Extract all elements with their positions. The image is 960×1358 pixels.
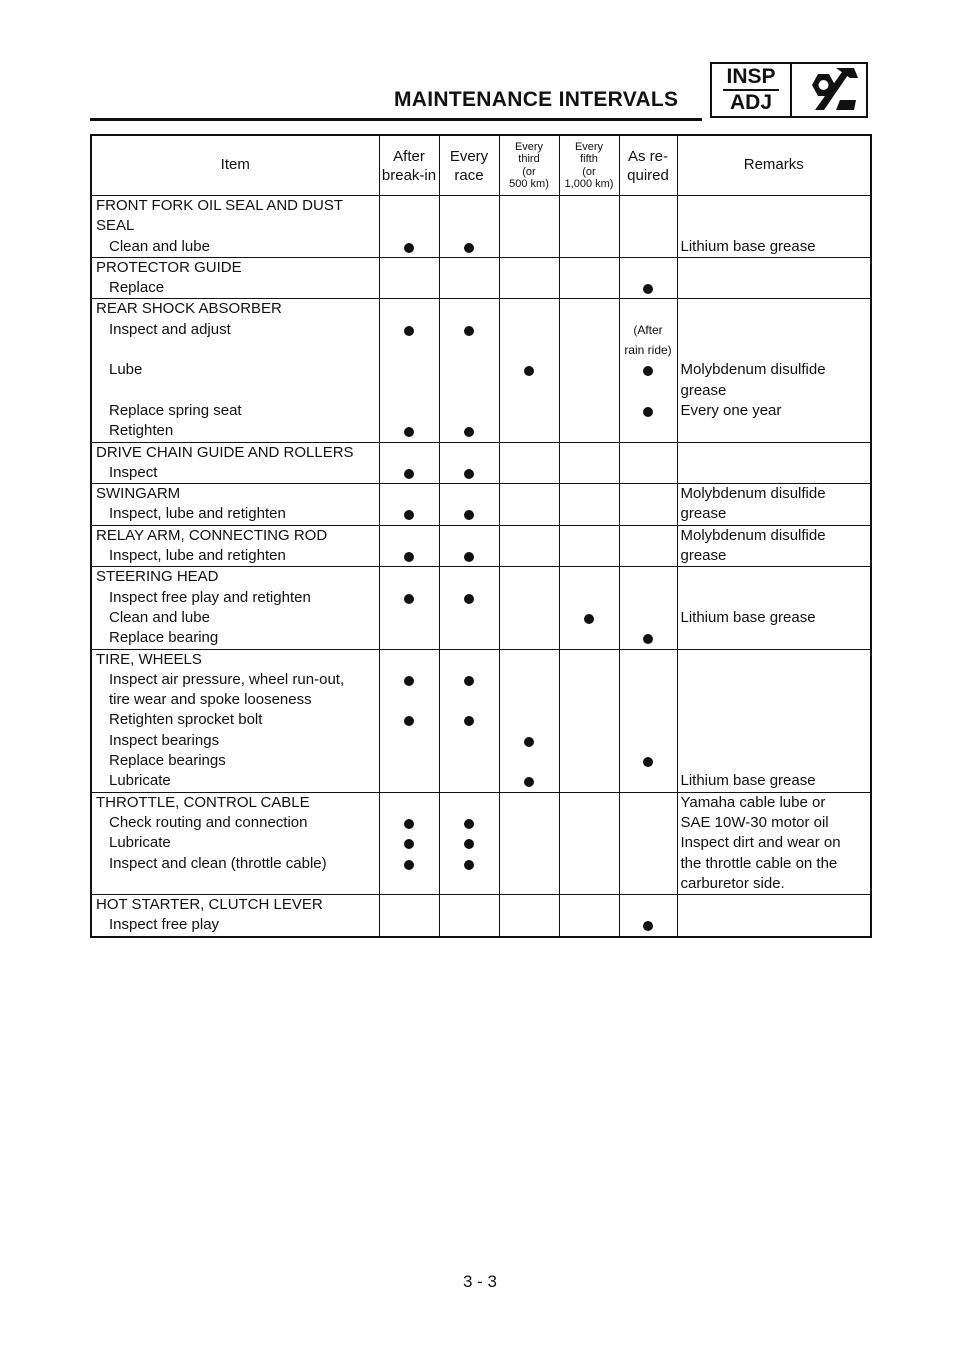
bullet-mark-icon bbox=[404, 469, 414, 479]
interval-cell bbox=[619, 567, 677, 649]
header-rule bbox=[90, 118, 702, 121]
remark-text bbox=[678, 710, 871, 730]
remark-text: Lithium base grease bbox=[680, 608, 816, 626]
bullet-mark-icon bbox=[464, 676, 474, 686]
table-row bbox=[91, 649, 871, 792]
interval-cell bbox=[619, 257, 677, 299]
interval-cell bbox=[499, 567, 559, 649]
item-heading: HOT STARTER, CLUTCH LEVER bbox=[96, 896, 323, 914]
remark-text: the throttle cable on the bbox=[680, 854, 838, 872]
interval-cell bbox=[439, 792, 499, 894]
table-row bbox=[91, 567, 871, 649]
interval-cell bbox=[499, 257, 559, 299]
remark-text bbox=[678, 463, 871, 483]
remark-text bbox=[678, 895, 871, 915]
interval-cell bbox=[439, 895, 499, 937]
remark-text bbox=[678, 650, 871, 670]
item-cell bbox=[91, 525, 379, 567]
interval-cell bbox=[559, 649, 619, 792]
remark-text bbox=[678, 567, 871, 587]
remarks-cell bbox=[677, 196, 871, 258]
remark-text: Molybdenum disulfide bbox=[680, 361, 826, 379]
interval-cell bbox=[559, 442, 619, 484]
bullet-mark-icon bbox=[404, 427, 414, 437]
interval-cell bbox=[559, 895, 619, 937]
item-heading: SWINGARM bbox=[96, 485, 181, 503]
interval-cell bbox=[439, 299, 499, 442]
item-heading: TIRE, WHEELS bbox=[96, 650, 202, 668]
interval-cell bbox=[379, 484, 439, 526]
remark-text: Lithium base grease bbox=[680, 772, 816, 790]
bullet-mark-icon bbox=[464, 243, 474, 253]
item-subtask: Inspect, lube and retighten bbox=[109, 505, 286, 523]
wrench-nut-icon bbox=[792, 64, 866, 116]
interval-cell bbox=[619, 525, 677, 567]
item-cell bbox=[91, 299, 379, 442]
item-subtask bbox=[92, 874, 379, 894]
bullet-mark-icon bbox=[643, 634, 653, 644]
remark-text: carburetor side. bbox=[680, 874, 785, 892]
item-subtask: Retighten sprocket bolt bbox=[109, 711, 263, 729]
remark-text: SAE 10W-30 motor oil bbox=[680, 813, 829, 831]
bullet-mark-icon bbox=[404, 594, 414, 604]
badge-adj-label: ADJ bbox=[729, 91, 772, 114]
table-row bbox=[91, 484, 871, 526]
col-every-third: Every third (or 500 km) bbox=[499, 135, 559, 196]
item-subtask: Check routing and connection bbox=[109, 813, 308, 831]
bullet-mark-icon bbox=[584, 614, 594, 624]
interval-cell bbox=[559, 525, 619, 567]
remark-text bbox=[678, 196, 871, 216]
table-row bbox=[91, 196, 871, 258]
interval-cell bbox=[619, 196, 677, 258]
table-row bbox=[91, 442, 871, 484]
interval-cell bbox=[439, 567, 499, 649]
bullet-mark-icon bbox=[404, 510, 414, 520]
interval-cell bbox=[379, 442, 439, 484]
remark-text: Yamaha cable lube or bbox=[680, 793, 826, 811]
bullet-mark-icon bbox=[404, 860, 414, 870]
bullet-mark-icon bbox=[524, 737, 534, 747]
remark-text bbox=[678, 915, 871, 935]
interval-cell bbox=[499, 484, 559, 526]
remark-text bbox=[678, 278, 871, 298]
interval-cell bbox=[379, 649, 439, 792]
interval-cell bbox=[439, 442, 499, 484]
table-row bbox=[91, 257, 871, 299]
bullet-mark-icon bbox=[464, 594, 474, 604]
remark-text: Molybdenum disulfide bbox=[680, 526, 826, 544]
interval-cell bbox=[499, 895, 559, 937]
remark-text bbox=[678, 588, 871, 608]
bullet-mark-icon bbox=[643, 284, 653, 294]
bullet-mark-icon bbox=[643, 366, 653, 376]
badge-insp-label: INSP bbox=[723, 66, 778, 91]
bullet-mark-icon bbox=[404, 676, 414, 686]
interval-cell bbox=[619, 895, 677, 937]
remark-text: grease bbox=[680, 547, 727, 565]
item-subtask: Inspect, lube and retighten bbox=[109, 547, 286, 565]
remark-text: grease bbox=[680, 505, 727, 523]
table-header-row bbox=[91, 135, 871, 196]
item-cell bbox=[91, 257, 379, 299]
bullet-mark-icon bbox=[464, 716, 474, 726]
item-cell bbox=[91, 484, 379, 526]
item-subtask: Replace spring seat bbox=[109, 401, 242, 419]
page-header bbox=[90, 60, 870, 122]
bullet-mark-icon bbox=[643, 407, 653, 417]
interval-cell bbox=[499, 649, 559, 792]
interval-note: rain ride) bbox=[624, 343, 672, 358]
bullet-mark-icon bbox=[524, 366, 534, 376]
remark-text bbox=[678, 421, 871, 441]
interval-cell bbox=[499, 792, 559, 894]
table-row bbox=[91, 792, 871, 894]
remark-text bbox=[678, 443, 871, 463]
bullet-mark-icon bbox=[464, 427, 474, 437]
bullet-mark-icon bbox=[524, 777, 534, 787]
item-subtask: Clean and lube bbox=[109, 237, 210, 255]
bullet-mark-icon bbox=[464, 469, 474, 479]
interval-cell bbox=[379, 299, 439, 442]
remark-text bbox=[678, 216, 871, 236]
interval-cell bbox=[379, 895, 439, 937]
remark-text bbox=[678, 299, 871, 319]
item-subtask: Inspect air pressure, wheel run-out, bbox=[109, 670, 345, 688]
remarks-cell bbox=[677, 257, 871, 299]
remark-text bbox=[678, 690, 871, 710]
interval-cell bbox=[439, 196, 499, 258]
item-subtask bbox=[92, 381, 379, 401]
interval-cell bbox=[379, 257, 439, 299]
interval-cell bbox=[379, 567, 439, 649]
item-subtask: Inspect free play and retighten bbox=[109, 588, 311, 606]
interval-cell bbox=[559, 196, 619, 258]
item-subtask: tire wear and spoke looseness bbox=[109, 691, 312, 709]
remark-text bbox=[678, 628, 871, 648]
item-subtask: Lube bbox=[109, 361, 143, 379]
remark-text: Lithium base grease bbox=[680, 237, 816, 255]
bullet-mark-icon bbox=[404, 552, 414, 562]
col-after-break-in: After break-in bbox=[379, 135, 439, 196]
item-subtask: Clean and lube bbox=[109, 608, 210, 626]
interval-cell bbox=[619, 484, 677, 526]
bullet-mark-icon bbox=[464, 819, 474, 829]
interval-cell bbox=[619, 442, 677, 484]
item-cell bbox=[91, 196, 379, 258]
bullet-mark-icon bbox=[404, 326, 414, 336]
item-cell bbox=[91, 895, 379, 937]
bullet-mark-icon bbox=[643, 757, 653, 767]
item-subtask: Inspect and adjust bbox=[109, 320, 231, 338]
item-subtask: Lubricate bbox=[109, 834, 171, 852]
item-cell bbox=[91, 792, 379, 894]
bullet-mark-icon bbox=[643, 921, 653, 931]
bullet-mark-icon bbox=[464, 839, 474, 849]
remark-text: Inspect dirt and wear on bbox=[680, 834, 841, 852]
bullet-mark-icon bbox=[464, 552, 474, 562]
remarks-cell bbox=[677, 649, 871, 792]
item-subtask: Inspect free play bbox=[109, 916, 220, 934]
remarks-cell bbox=[677, 525, 871, 567]
maintenance-table bbox=[90, 134, 872, 938]
interval-cell bbox=[379, 792, 439, 894]
remark-text bbox=[678, 731, 871, 751]
bullet-mark-icon bbox=[404, 819, 414, 829]
table-row bbox=[91, 895, 871, 937]
item-cell bbox=[91, 649, 379, 792]
interval-cell bbox=[559, 484, 619, 526]
item-heading: SEAL bbox=[96, 217, 135, 235]
badge-text bbox=[712, 64, 792, 116]
remark-text: grease bbox=[680, 381, 727, 399]
table-row bbox=[91, 525, 871, 567]
item-subtask: Replace bbox=[109, 279, 165, 297]
bullet-mark-icon bbox=[464, 860, 474, 870]
interval-note: (After bbox=[633, 322, 663, 337]
item-heading: DRIVE CHAIN GUIDE AND ROLLERS bbox=[96, 443, 354, 461]
interval-cell bbox=[619, 299, 677, 442]
item-cell bbox=[91, 567, 379, 649]
item-subtask bbox=[92, 340, 379, 360]
item-subtask: Lubricate bbox=[109, 772, 171, 790]
item-subtask: Inspect bbox=[109, 463, 158, 481]
bullet-mark-icon bbox=[404, 839, 414, 849]
interval-cell bbox=[439, 649, 499, 792]
table-row bbox=[91, 299, 871, 442]
page-title: MAINTENANCE INTERVALS bbox=[394, 88, 679, 111]
remarks-cell bbox=[677, 299, 871, 442]
col-item: Item bbox=[91, 135, 379, 196]
remarks-cell bbox=[677, 484, 871, 526]
remark-text bbox=[678, 320, 871, 340]
interval-cell bbox=[379, 196, 439, 258]
bullet-mark-icon bbox=[464, 510, 474, 520]
item-cell bbox=[91, 442, 379, 484]
interval-cell bbox=[499, 196, 559, 258]
remarks-cell bbox=[677, 895, 871, 937]
interval-cell bbox=[499, 525, 559, 567]
bullet-mark-icon bbox=[404, 243, 414, 253]
bullet-mark-icon bbox=[404, 716, 414, 726]
interval-cell bbox=[439, 525, 499, 567]
remarks-cell bbox=[677, 792, 871, 894]
interval-cell bbox=[439, 484, 499, 526]
remark-text bbox=[678, 340, 871, 360]
remark-text bbox=[678, 751, 871, 771]
remarks-cell bbox=[677, 442, 871, 484]
insp-adj-badge bbox=[710, 62, 868, 118]
col-every-race: Every race bbox=[439, 135, 499, 196]
interval-cell bbox=[559, 299, 619, 442]
item-subtask: Retighten bbox=[109, 422, 174, 440]
interval-cell bbox=[379, 525, 439, 567]
interval-cell bbox=[559, 257, 619, 299]
item-heading: REAR SHOCK ABSORBER bbox=[96, 300, 282, 318]
bullet-mark-icon bbox=[464, 326, 474, 336]
item-heading: THROTTLE, CONTROL CABLE bbox=[96, 793, 310, 811]
remarks-cell bbox=[677, 567, 871, 649]
remark-text bbox=[678, 670, 871, 690]
col-every-fifth: Every fifth (or 1,000 km) bbox=[559, 135, 619, 196]
item-heading: PROTECTOR GUIDE bbox=[96, 258, 242, 276]
item-heading: RELAY ARM, CONNECTING ROD bbox=[96, 526, 328, 544]
interval-cell bbox=[619, 792, 677, 894]
remark-text bbox=[678, 258, 871, 278]
col-remarks: Remarks bbox=[677, 135, 871, 196]
page-number: 3 - 3 bbox=[462, 1272, 498, 1291]
interval-cell bbox=[619, 649, 677, 792]
remark-text: Every one year bbox=[680, 401, 782, 419]
interval-cell bbox=[559, 567, 619, 649]
col-as-required: As re- quired bbox=[619, 135, 677, 196]
item-subtask: Inspect and clean (throttle cable) bbox=[109, 854, 327, 872]
interval-cell bbox=[499, 299, 559, 442]
item-subtask: Inspect bearings bbox=[109, 731, 220, 749]
table-body bbox=[91, 196, 871, 937]
item-subtask: Replace bearings bbox=[109, 752, 226, 770]
interval-cell bbox=[439, 257, 499, 299]
item-heading: STEERING HEAD bbox=[96, 568, 219, 586]
remark-text: Molybdenum disulfide bbox=[680, 485, 826, 503]
interval-cell bbox=[499, 442, 559, 484]
item-heading: FRONT FORK OIL SEAL AND DUST bbox=[96, 197, 343, 214]
interval-cell bbox=[559, 792, 619, 894]
item-subtask: Replace bearing bbox=[109, 629, 219, 647]
